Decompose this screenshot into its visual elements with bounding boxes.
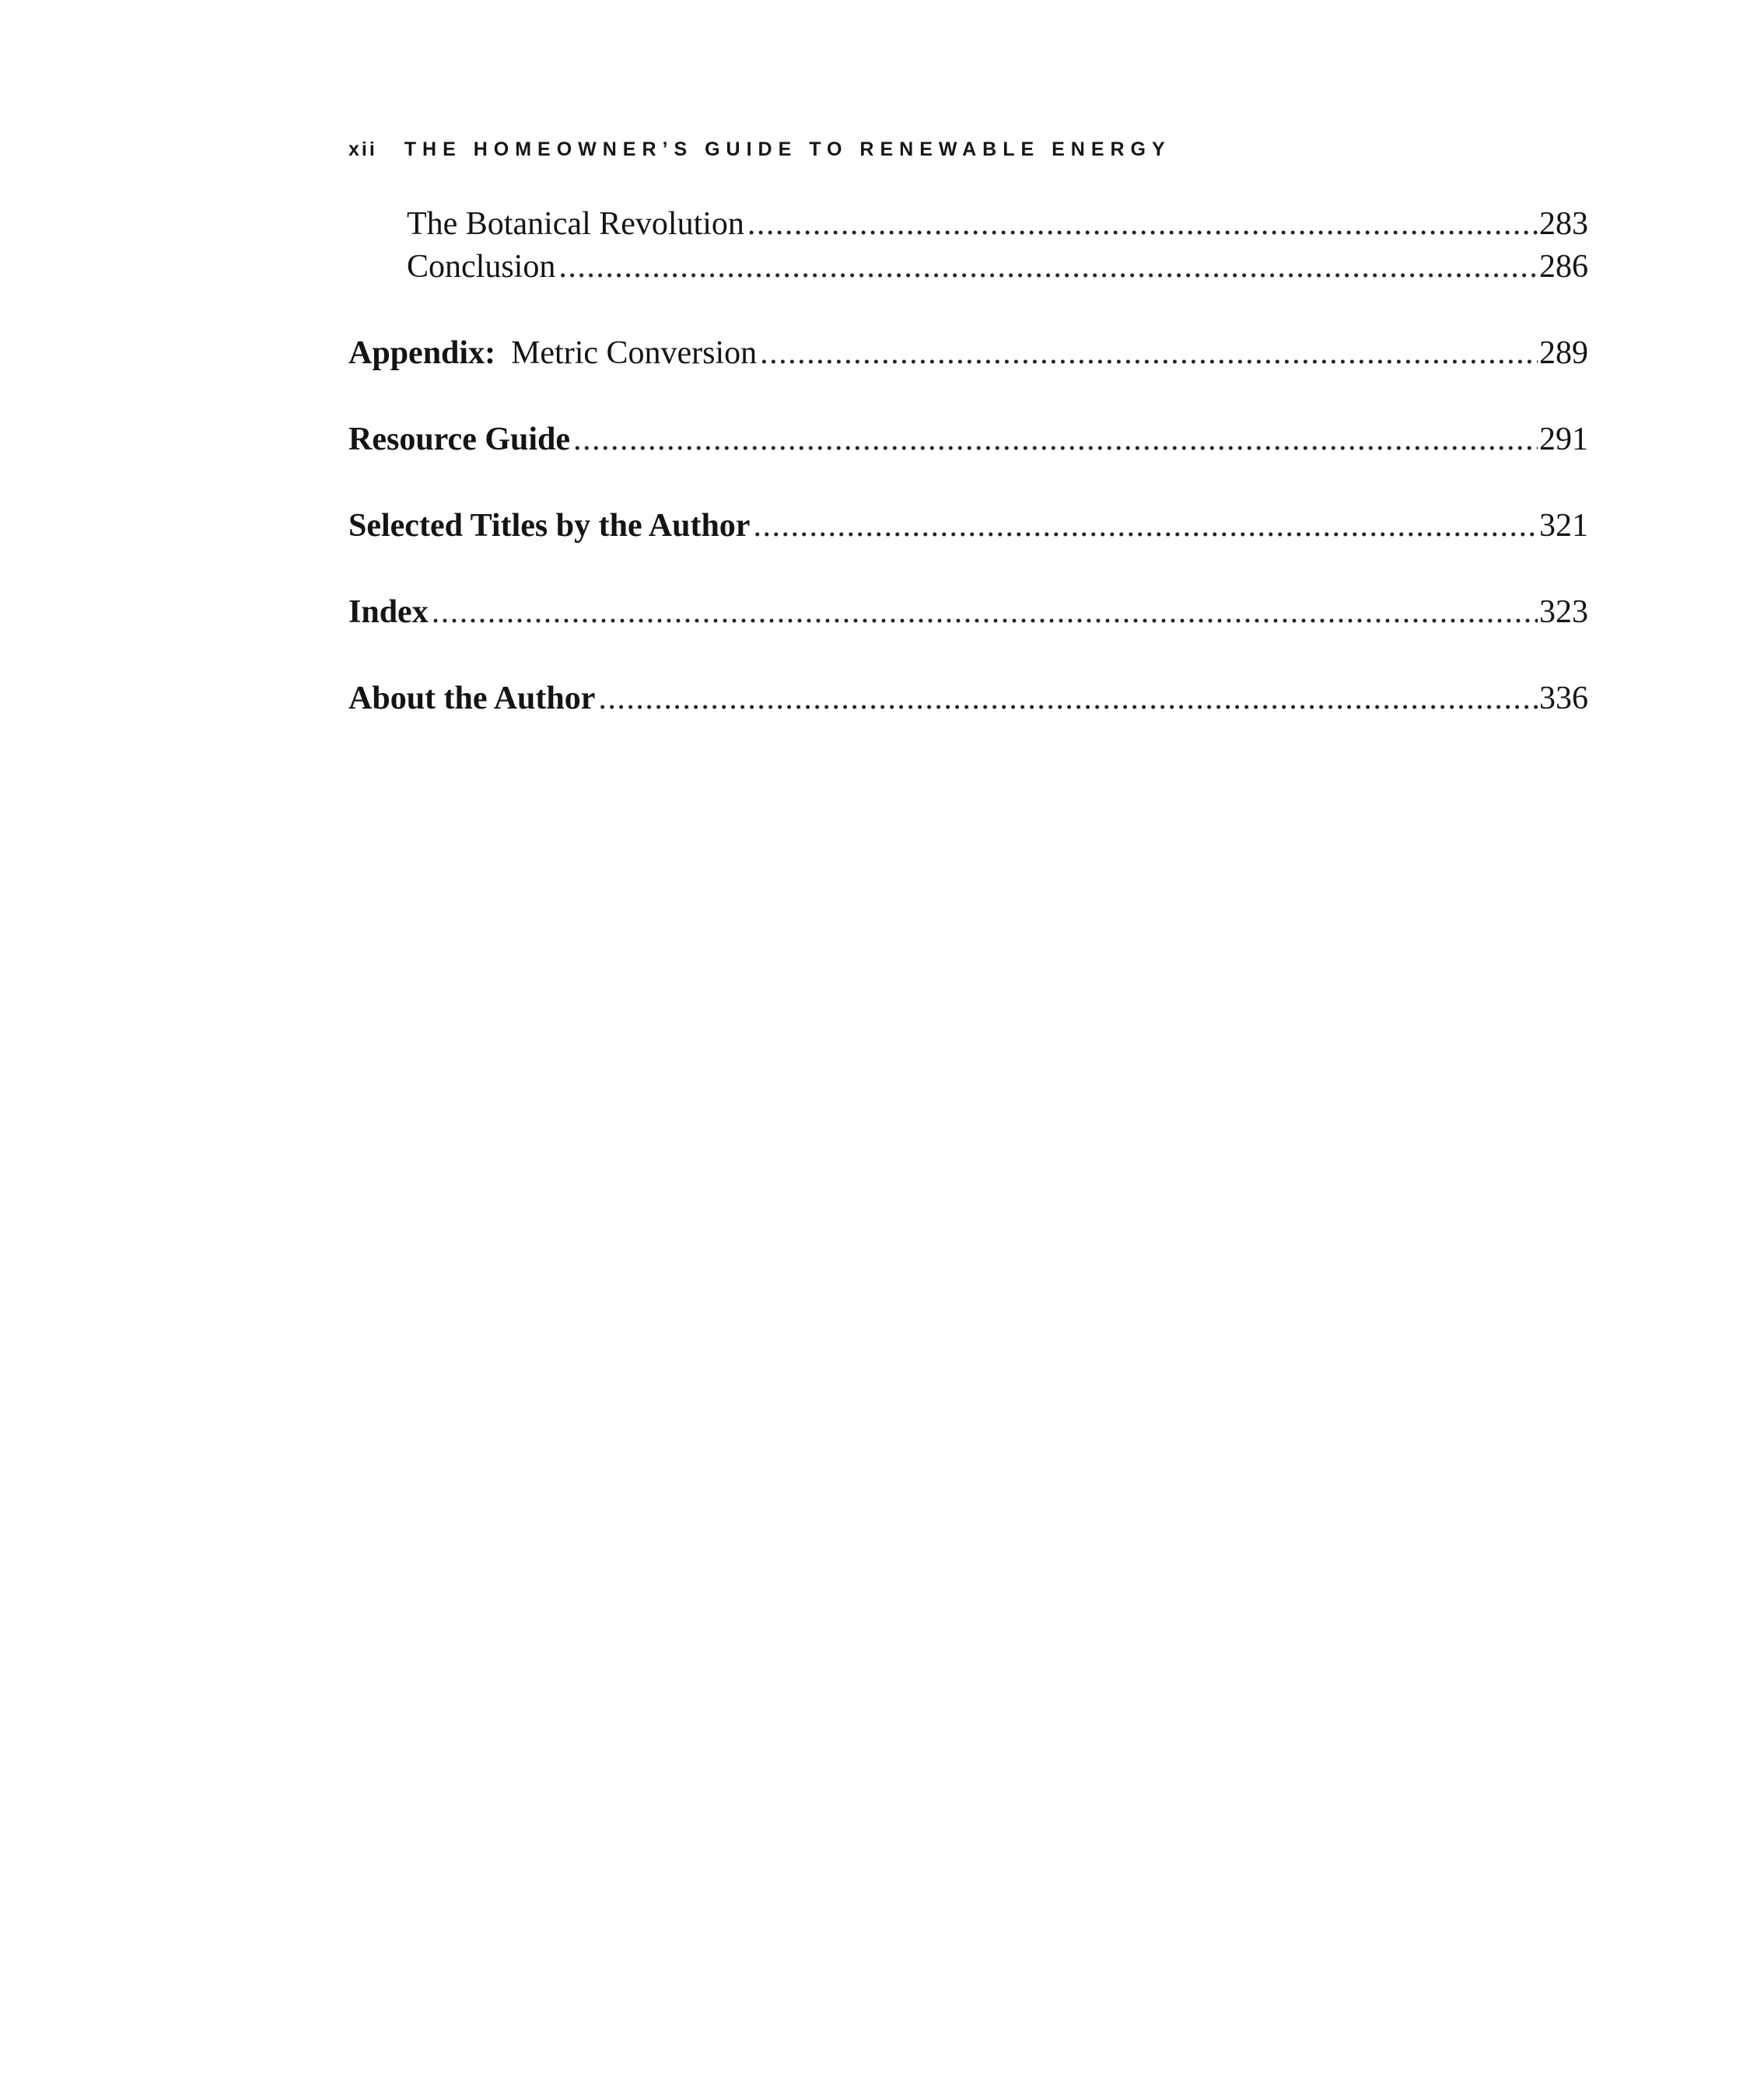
dot-leader [753,502,1538,549]
dot-leader [747,201,1538,247]
toc-entry-page: 289 [1539,335,1588,371]
toc-entry-page: 321 [1539,508,1588,544]
toc-entry-title: Metric Conversion [511,335,758,371]
toc-entry-label: Appendix: [348,335,496,371]
toc-entry-title: Resource Guide [348,422,571,457]
toc-entry-about-the-author[interactable] [348,675,1588,722]
toc-entry-page: 291 [1539,422,1588,457]
dot-leader [760,330,1538,376]
dot-leader [598,675,1538,722]
toc-entry-title: Conclusion [407,249,556,285]
toc-entry-botanical-revolution[interactable] [407,201,1588,247]
toc-entry-title: The Botanical Revolution [407,206,744,242]
toc-entry-appendix[interactable] [348,330,1588,376]
toc-entry-page: 283 [1539,206,1588,242]
toc-entry-selected-titles[interactable] [348,502,1588,549]
running-head [348,138,1171,161]
toc-entry-title: Index [348,594,429,630]
toc-entry-title: Selected Titles by the Author [348,508,751,544]
toc-entry-resource-guide[interactable] [348,416,1588,463]
toc-entry-page: 286 [1539,249,1588,285]
dot-leader [558,243,1538,290]
dot-leader [573,416,1538,463]
toc-entry-index[interactable] [348,589,1588,635]
page-folio: xii [348,138,377,160]
book-title: THE HOMEOWNER’S GUIDE TO RENEWABLE ENERGY [404,138,1171,160]
dot-leader [432,589,1538,635]
toc-entry-page: 323 [1539,594,1588,630]
toc-entry-title: About the Author [348,681,596,716]
toc-entry-page: 336 [1539,681,1588,716]
toc-entry-conclusion[interactable] [407,243,1588,290]
